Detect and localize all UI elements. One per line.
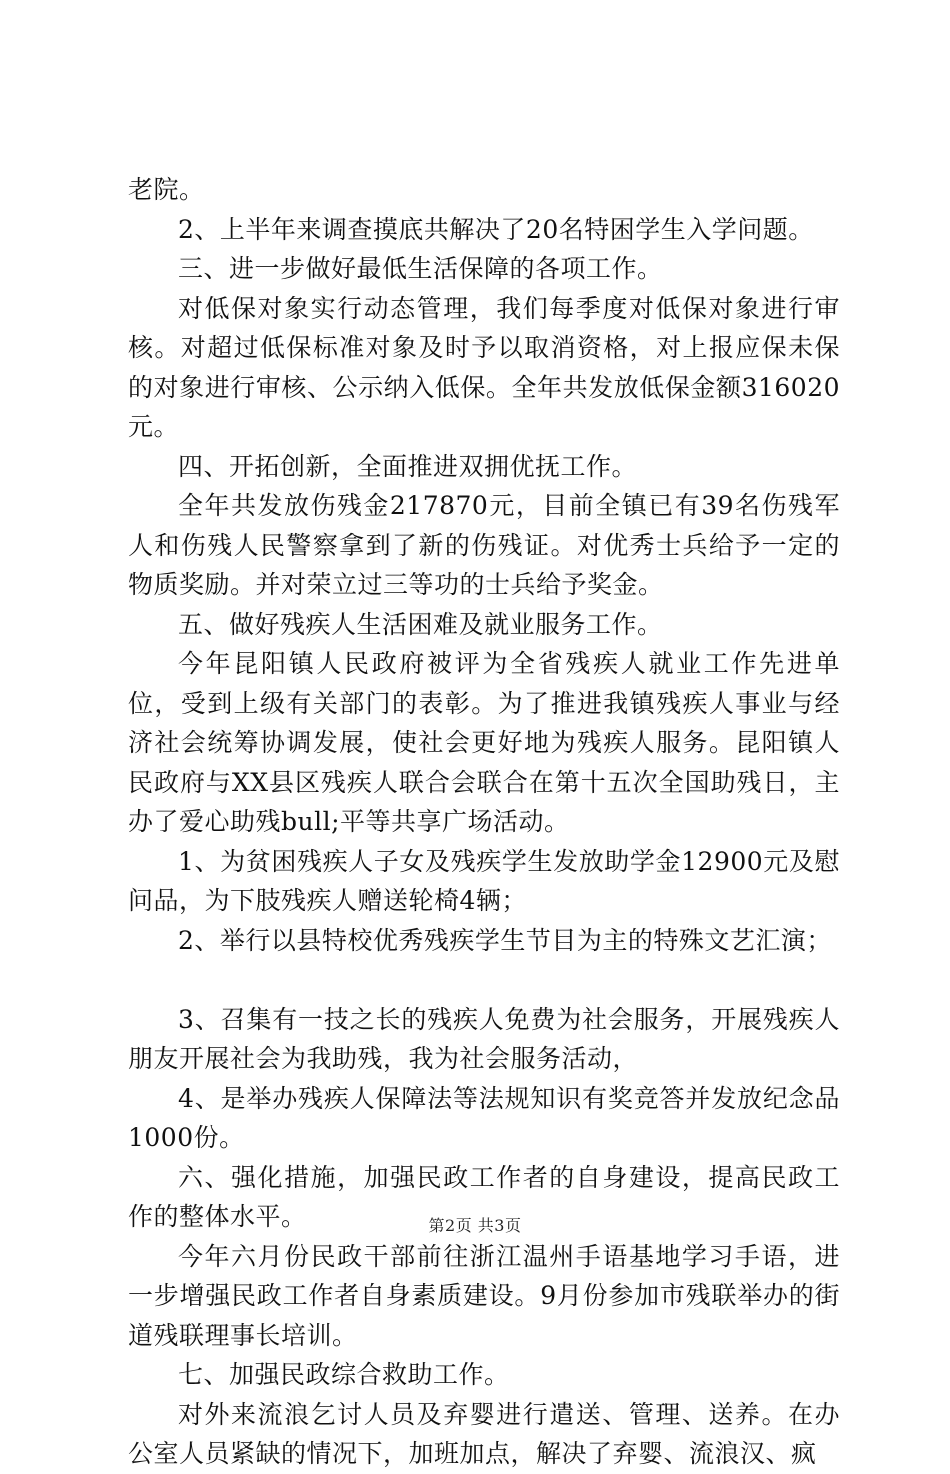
list-item: 2、举行以县特校优秀残疾学生节目为主的特殊文艺汇演； xyxy=(178,925,832,955)
paragraph: 对低保对象实行动态管理，我们每季度对低保对象进行审核。对超过低保标准对象及时予以取消资格，对上报应保未保的对象进行审核、公示纳入低保。全年共发放低保金额316020元。 xyxy=(128,293,840,441)
section-heading: 五、做好残疾人生活困难及就业服务工作。 xyxy=(178,609,663,639)
list-item: 3、召集有一技之长的残疾人免费为社会服务，开展残疾人朋友开展社会为我助残，我为社会服务活动， xyxy=(128,1004,840,1073)
paragraph: 对外来流浪乞讨人员及弃婴进行遣送、管理、送养。在办公室人员紧缺的情况下，加班加点，解决了弃婴、流浪汉、疯 xyxy=(128,1399,840,1468)
paragraph: 今年六月份民政干部前往浙江温州手语基地学习手语，进一步增强民政工作者自身素质建设。9月份参加市残联举办的街道残联理事长培训。 xyxy=(128,1241,840,1350)
list-item: 4、是举办残疾人保障法等法规知识有奖竞答并发放纪念品1000份。 xyxy=(128,1083,840,1152)
document-body xyxy=(128,170,840,1474)
paragraph: 老院。 xyxy=(128,175,205,204)
section-heading: 六、强化措施，加强民政工作者的自身建设，提高民政工作的整体水平。 xyxy=(128,1162,840,1231)
paragraph: 2、上半年来调查摸底共解决了20名特困学生入学问题。 xyxy=(178,214,814,244)
page-footer: 第2页 共3页 xyxy=(428,1216,522,1235)
section-heading: 七、加强民政综合救助工作。 xyxy=(178,1360,510,1389)
list-item: 1、为贫困残疾人子女及残疾学生发放助学金12900元及慰问品，为下肢残疾人赠送轮椅4辆； xyxy=(128,846,840,915)
section-heading: 四、开拓创新，全面推进双拥优抚工作。 xyxy=(178,451,638,481)
paragraph: 全年共发放伤残金217870元，目前全镇已有39名伤残军人和伤残人民警察拿到了新的伤残证。对优秀士兵给予一定的物质奖励。并对荣立过三等功的士兵给予奖金。 xyxy=(128,491,840,599)
paragraph: 今年昆阳镇人民政府被评为全省残疾人就业工作先进单位，受到上级有关部门的表彰。为了推进我镇残疾人事业与经济社会统筹协调发展，使社会更好地为残疾人服务。昆阳镇人民政府与XX县区残疾人联合会联合在第十五次全国助残日，主办了爱心助残bull;平等共享广场活动。 xyxy=(128,649,840,836)
blank-line xyxy=(128,960,840,1000)
section-heading: 三、进一步做好最低生活保障的各项工作。 xyxy=(178,254,663,283)
